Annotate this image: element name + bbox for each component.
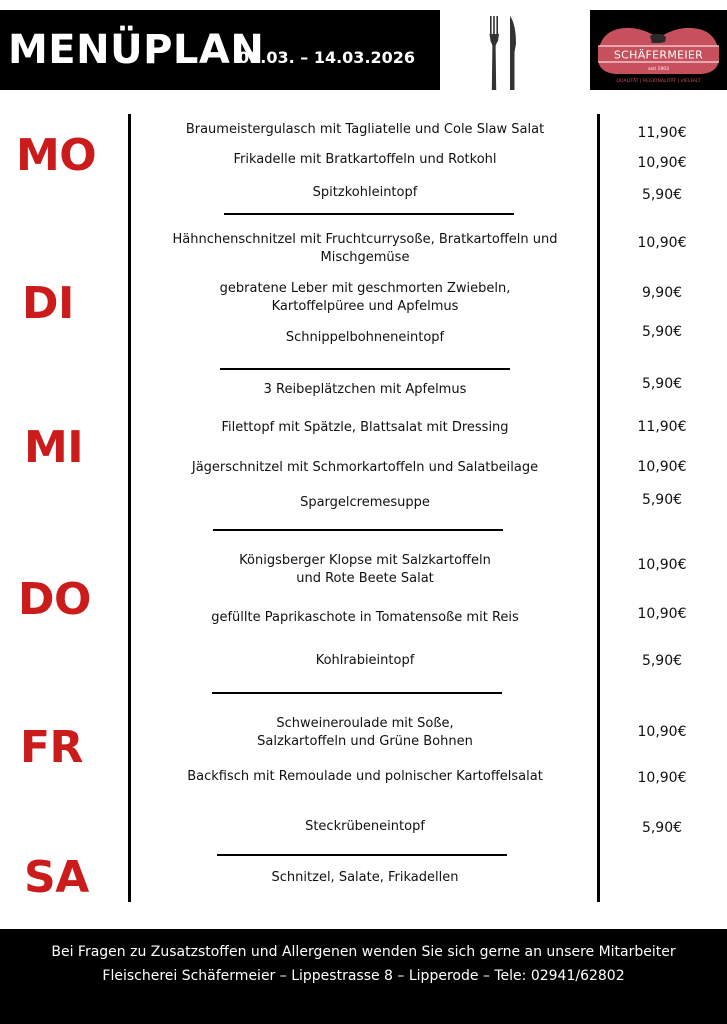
animal-silhouette-icon [650, 34, 666, 43]
dish-price: 10,90€ [637, 459, 687, 475]
dish-name: Backfisch mit Remoulade und polnischer Kartoffelsalat [187, 769, 543, 784]
dish-name: 3 Reibeplätzchen mit Apfelmus [263, 382, 467, 397]
day-label-sa: SA [24, 852, 89, 903]
dish-price: 9,90€ [641, 285, 683, 301]
day-separator [213, 529, 503, 531]
dish-name: Frikadelle mit Bratkartoffeln und Rotkohl [233, 152, 497, 167]
dish-name: gebratene Leber mit geschmorten Zwiebeln, Kartoffelpüree und Apfelmus [219, 281, 511, 314]
day-label-fr: FR [20, 722, 83, 773]
day-separator [217, 854, 507, 856]
day-label-mo: MO [16, 130, 97, 181]
day-separator [224, 213, 514, 215]
dish-price: 5,90€ [641, 376, 683, 392]
dish-price: 10,90€ [637, 770, 687, 786]
allergen-notice: Bei Fragen zu Zusatzstoffen und Allergenen wenden Sie sich gerne an unsere Mitarbeiter [51, 944, 676, 960]
dish-name: Filettopf mit Spätzle, Blattsalat mit Dressing [221, 420, 509, 435]
dish-price: 5,90€ [641, 653, 683, 669]
dish-price: 5,90€ [641, 324, 683, 340]
dish-price: 11,90€ [637, 125, 687, 141]
dish-name: Schnippelbohneneintopf [285, 330, 445, 345]
logo-since: seit 1903 [647, 67, 670, 72]
dish-name: gefüllte Paprikaschote in Tomatensoße mit Reis [211, 610, 519, 625]
day-label-mi: MI [24, 422, 84, 473]
dish-price: 10,90€ [637, 557, 687, 573]
dish-name: Jägerschnitzel mit Schmorkartoffeln und Salatbeilage [191, 460, 539, 475]
left-column-divider [128, 114, 131, 902]
day-label-di: DI [22, 278, 74, 329]
dish-name: Königsberger Klopse mit Salzkartoffeln und Rote Beete Salat [239, 553, 491, 586]
day-label-do: DO [18, 574, 91, 625]
dish-price: 10,90€ [637, 724, 687, 740]
page-title: MENÜPLAN [8, 27, 265, 73]
logo-tagline: QUALITÄT | REGIONALITÄT | VIELFALT [616, 79, 701, 84]
day-separator [220, 368, 510, 370]
dish-name: Braumeistergulasch mit Tagliatelle und Cole Slaw Salat [185, 122, 545, 137]
dish-name: Schweineroulade mit Soße, Salzkartoffeln und Grüne Bohnen [257, 716, 473, 749]
dish-price: 10,90€ [637, 606, 687, 622]
dish-name: Spargelcremesuppe [300, 495, 430, 510]
day-separator [212, 692, 502, 694]
brand-logo-box [590, 10, 727, 90]
dish-price: 11,90€ [637, 419, 687, 435]
dish-name: Steckrübeneintopf [305, 819, 425, 834]
right-column-divider [597, 114, 600, 902]
date-range: 09.03. – 14.03.2026 [238, 48, 416, 67]
dish-price: 10,90€ [637, 235, 687, 251]
dish-name: Schnitzel, Salate, Frikadellen [271, 870, 459, 885]
contact-info: Fleischerei Schäfermeier – Lippestrasse 8 – Lipperode – Tele: 02941/62802 [102, 968, 625, 984]
brand-logo [590, 10, 727, 90]
dish-name: Kohlrabieintopf [315, 653, 415, 668]
dish-price: 5,90€ [641, 187, 683, 203]
logo-wordmark: SCHÄFERMEIER [613, 48, 704, 62]
dish-name: Hähnchenschnitzel mit Fruchtcurrysoße, Bratkartoffeln und Mischgemüse [172, 232, 558, 265]
dish-name: Spitzkohleintopf [312, 185, 418, 200]
dish-price: 10,90€ [637, 155, 687, 171]
fork-knife-icon [488, 14, 518, 92]
dish-price: 5,90€ [641, 492, 683, 508]
dish-price: 5,90€ [641, 820, 683, 836]
